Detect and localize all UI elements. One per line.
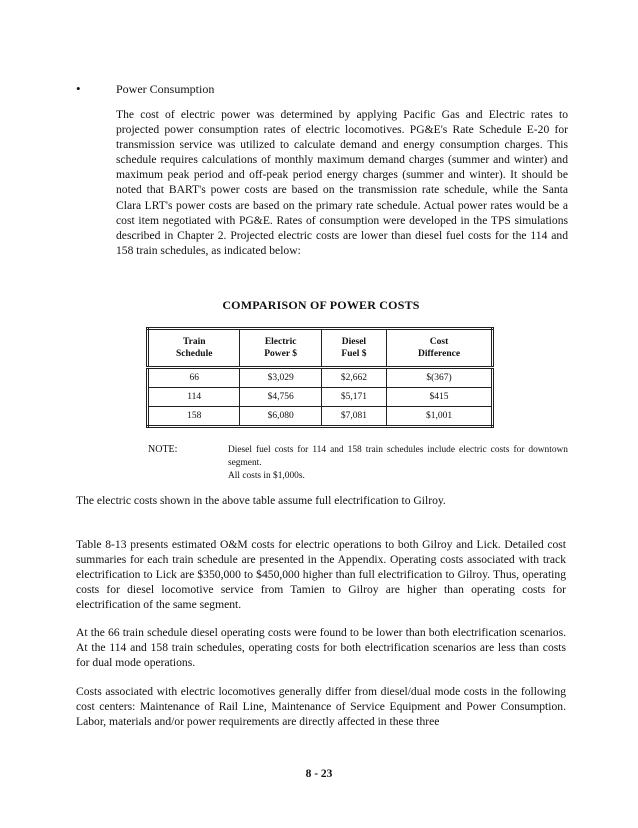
- power-cost-paragraph: The cost of electric power was determined by applying Pacific Gas and Electric rates to projected power consumption rates of electric locomotives. PG&E's Rate Schedule E-20 for transmission service was utilized to calculate demand and energy consumption charges. This schedule requires calculations of monthly maximum demand charges (summer and winter) and maximum peak period and off-peak period energy charges (summer and winter). It should be noted that BART's power costs are based on the transmission rate schedule, while the Santa Clara LRT's power costs are based on the primary rate schedule. Actual power rates would be a cost item negotiated with PG&E. Rates of consumption were developed in the TPS simulations described in Chapter 2. Projected electric costs are lower than diesel fuel costs for the 114 and 158 train schedules, as indicated below:: [116, 108, 568, 257]
- page-number: 8 - 23: [305, 768, 333, 780]
- power-cost-table: [146, 327, 494, 428]
- cell-diesel-fuel: $5,171: [321, 388, 386, 407]
- bullet-icon: •: [76, 81, 81, 96]
- table-row: [148, 388, 493, 407]
- table-header-row: [148, 329, 493, 368]
- cell-cost-difference: $(367): [387, 368, 493, 388]
- cost-centers-paragraph: Costs associated with electric locomotives generally differ from diesel/dual mode costs in the following cost centers: Maintenance of Rail Line, Maintenance of Service Equipment and Power Consumption. Labor, materials and/or power requirements are directly affected in these three: [76, 685, 566, 729]
- note-label: NOTE:: [148, 444, 178, 455]
- cell-train-schedule: 66: [148, 368, 240, 388]
- cell-diesel-fuel: $7,081: [321, 407, 386, 427]
- cell-electric-power: $6,080: [240, 407, 321, 427]
- section-heading: Power Consumption: [116, 82, 215, 96]
- table-row: [148, 407, 493, 427]
- header-diesel-fuel: Diesel Fuel $: [321, 329, 386, 368]
- cell-train-schedule: 158: [148, 407, 240, 427]
- table-row: [148, 368, 493, 388]
- note-line-downtown: Diesel fuel costs for 114 and 158 train schedules include electric costs for downtown segment.: [228, 445, 568, 468]
- cell-electric-power: $3,029: [240, 368, 321, 388]
- header-electric-power: Electric Power $: [240, 329, 321, 368]
- cell-diesel-fuel: $2,662: [321, 368, 386, 388]
- cell-electric-power: $4,756: [240, 388, 321, 407]
- note-text: [228, 444, 568, 483]
- note-line-units: All costs in $1,000s.: [228, 471, 305, 481]
- table-title: COMPARISON OF POWER COSTS: [222, 298, 420, 312]
- electrification-assumption-paragraph: The electric costs shown in the above table assume full electrification to Gilroy.: [76, 494, 446, 507]
- cell-cost-difference: $1,001: [387, 407, 493, 427]
- om-costs-paragraph: Table 8-13 presents estimated O&M costs for electric operations to both Gilroy and Lick. Detailed cost summaries for each train schedule are presented in the Appendix. Operating costs associated with track electrification to Lick are $350,000 to $450,000 higher than full electrification to Gilroy. Thus, operating costs for diesel locomotive service from Tamien to Gilroy are higher than operating costs for electrification of the same segment.: [76, 538, 566, 612]
- cell-train-schedule: 114: [148, 388, 240, 407]
- train-schedule-paragraph: At the 66 train schedule diesel operating costs were found to be lower than both electrification scenarios. At the 114 and 158 train schedules, operating costs for both electrification scenarios are less than costs for dual mode operations.: [76, 626, 566, 670]
- cell-cost-difference: $415: [387, 388, 493, 407]
- header-train-schedule: Train Schedule: [148, 329, 240, 368]
- header-cost-difference: Cost Difference: [387, 329, 493, 368]
